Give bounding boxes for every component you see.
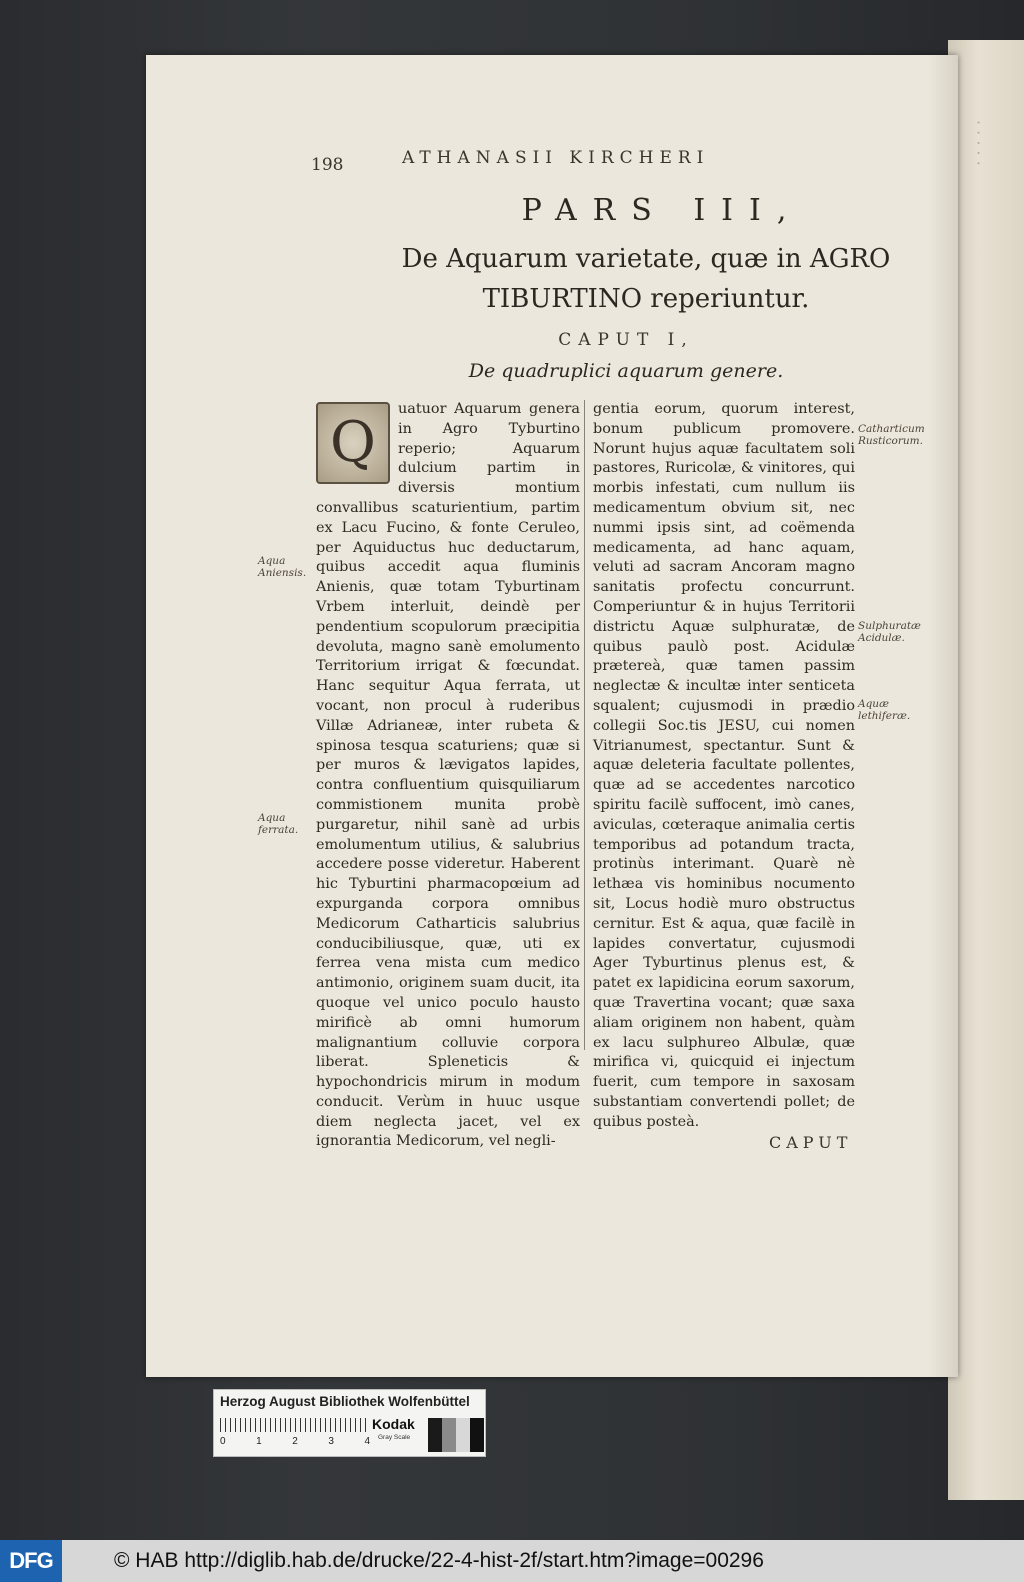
- gray-swatch-light: [456, 1418, 470, 1452]
- section-pars: PARS III,: [521, 193, 803, 228]
- right-column-text: gentia eorum, quorum interest, bonum publicum promovere. Norunt hujus aquæ facultatem soli pastores, Ruricolæ, & vinitores, qui morbis infestati, cum nullum iis medicamentum obvium sit, nec nummi ipsis sint, ad coëmenda medicamenta, ad hanc aquam, veluti ad sacram Ancoram magno sanitatis profectu concurrunt. Comperiuntur & in hujus Territorii districtu Aquæ sulphuratæ, de quibus paulò post. Acidulæ prætereà, quæ tamen passim neglectæ & incultæ inter senticeta squalent; cujusmodi in prædio collegii Soc.tis JESU, cui nomen Vitrianumest, spectantur. Sunt & aquæ deleteria facultate pollentes, quæ ad se accedentes narcotico spiritu facilè suffocent, imò canes, aviculas, cœteraque animalia certis temporibus ad potandum tracta, protinùs interimant. Quarè nè lethæa vis hominibus nocumento sit, Locus hodiè muro obstructus cernitur. Est & aqua, quæ facilè in lapides convertatur, cujusmodi Ager Tyburtinus plenus est, & patet ex lapidicina eorum saxorum, quæ Travertina vocant; quæ saxa aliam originem non habent, quàm ex lacu sulphureo Albulæ, quæ mirifica vi, quicquid ei injectum fuerit, cum tempore in saxosam substantiam convertendi pollet; de quibus posteà.: [593, 401, 855, 1130]
- right-column: [593, 400, 855, 1132]
- library-label: Herzog August Bibliothek Wolfenbüttel: [220, 1394, 470, 1409]
- chapter-subtitle: De quadruplici aquarum genere.: [468, 360, 784, 382]
- scale-number: 2: [292, 1436, 298, 1447]
- chapter-heading: CAPUT I,: [558, 330, 694, 350]
- scale-number: 1: [256, 1436, 262, 1447]
- margin-note-lethiferae: Aquæ lethiferæ.: [858, 698, 911, 722]
- running-title: ATHANASII KIRCHERI: [402, 148, 710, 168]
- margin-note-catharticum: Catharticum Rusticorum.: [858, 423, 925, 447]
- section-title-line1: De Aquarum varietate, quæ in AGRO: [401, 244, 891, 274]
- left-column: [316, 400, 580, 1152]
- section-title: [326, 239, 966, 319]
- footer-bar: [0, 1540, 1024, 1582]
- facing-page-edge: · · · · ·: [948, 40, 1024, 1500]
- kodak-logo: Kodak: [372, 1416, 415, 1432]
- gray-scale-label: Gray Scale: [378, 1434, 411, 1441]
- margin-note-aqua-aniensis: Aqua Aniensis.: [258, 555, 307, 579]
- left-column-text: uatuor Aquarum genera in Agro Tyburtino reperio; Aquarum dulcium partim in diversis montium convallibus scaturientium, partim ex Lacu Fucino, & fonte Ceruleo, per Aquiductus huc deductarum, quibus accedit aqua fluminis Anienis, quæ totam Tyburtinam Vrbem interluit, deindè per pendentium scopulorum præcipitia devoluta, magno sanè emolumento Territorium irrigat & fœcundat. Hanc sequitur Aqua ferrata, ut vocant, non procul à ruderibus Villæ Adrianeæ, inter rubeta & spinosa tesqua scaturiens; quæ si per muros & lævigatos lapides, contra confluentium quisquiliarum commistionem munita probè purgaretur, nihil sanè ad urbis emolumentum utilius, & salubrius accedere posse videretur. Haberent hic Tyburtini pharmacopœium ad expurganda corpora omnibus Medicorum Catharticis salubrius conducibiliusque, quæ, uti ex ferrea vena mista cum medico antimonio, originem suam ducit, ita quoque vel unico poculo hausto mirificè ab omni humorum malignantium colluvie corpora liberat. Spleneticis & hypochondricis mirum in modum conducit. Verùm in huuc usque diem neglecta jacet, vel ex ignorantia Medicorum, vel negli-: [316, 401, 580, 1150]
- scale-ruler: [220, 1418, 370, 1432]
- book-page: [146, 55, 958, 1377]
- section-title-line2: TIBURTINO reperiuntur.: [482, 284, 810, 314]
- catchword: CAPUT: [769, 1133, 853, 1152]
- gray-swatch-black: [428, 1418, 442, 1452]
- footer-credit-link[interactable]: © HAB http://diglib.hab.de/drucke/22-4-hist-2f/start.htm?image=00296: [114, 1549, 764, 1572]
- scale-numbers: [220, 1436, 370, 1447]
- column-divider: [584, 400, 585, 1050]
- dfg-logo: DFG: [0, 1540, 62, 1582]
- scale-number: 4: [364, 1436, 370, 1447]
- scale-number: 0: [220, 1436, 226, 1447]
- page-number: 198: [311, 155, 344, 175]
- margin-note-aqua-ferrata: Aqua ferrata.: [258, 812, 299, 836]
- scale-number: 3: [328, 1436, 334, 1447]
- ornamental-initial: Q: [316, 402, 390, 484]
- color-target-card: [213, 1389, 486, 1457]
- margin-note-sulphuratae: Sulphuratæ Acidulæ.: [858, 620, 921, 644]
- gray-swatch-mid: [442, 1418, 456, 1452]
- gray-swatch-black: [470, 1418, 484, 1452]
